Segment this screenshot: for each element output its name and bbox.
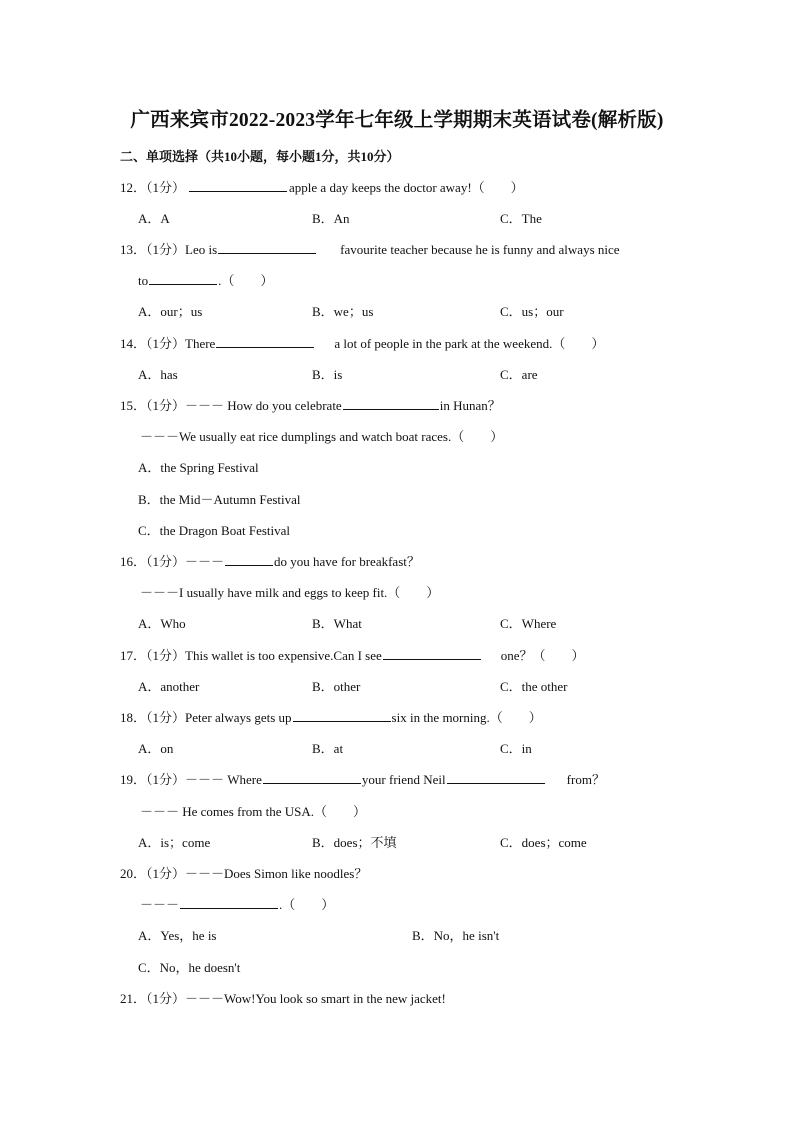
question-19-answer: －－－ He comes from the USA.（ ） <box>140 804 367 819</box>
option-a: A．A <box>138 211 170 226</box>
answer-blank <box>218 241 316 254</box>
option-a: A．on <box>138 741 174 756</box>
question-16: 16．（1分）－－－ do you have for breakfast？ <box>120 554 420 569</box>
option-a: A．has <box>138 367 178 382</box>
question-17: 17．（1分）This wallet is too expensive.Can I see one？（ ） <box>120 648 585 663</box>
question-18: 18．（1分）Peter always gets up six in the morning.（ ） <box>120 710 542 725</box>
option-b: B．at <box>312 741 344 756</box>
option-a: A．Who <box>138 616 186 631</box>
answer-blank <box>189 179 287 192</box>
question-15: 15．（1分）－－－ How do you celebrate in Hunan？ <box>120 398 501 413</box>
question-20: 20．（1分）－－－Does Simon like noodles？ <box>120 866 368 881</box>
option-c: C．The <box>500 211 542 226</box>
question-15-answer: －－－We usually eat rice dumplings and watch boat races.（ ） <box>140 429 504 444</box>
option-b: B．An <box>312 211 350 226</box>
answer-blank <box>383 647 481 660</box>
answer-blank <box>447 771 545 784</box>
question-20-answer: －－－ .（ ） <box>140 897 335 912</box>
question-16-answer: －－－I usually have milk and eggs to keep fit.（ ） <box>140 585 440 600</box>
option-a: A．another <box>138 679 200 694</box>
option-b: B．we；us <box>312 304 374 319</box>
option-c: C．the other <box>500 679 568 694</box>
option-c: C．are <box>500 367 538 382</box>
question-13: 13．（1分）Leo is favourite teacher because he is funny and always nice <box>120 242 620 257</box>
answer-blank <box>180 896 278 909</box>
page-title: 广西来宾市2022-2023学年七年级上学期期末英语试卷(解析版) <box>130 110 664 131</box>
option-c: C．us；our <box>500 304 564 319</box>
option-a: A．our；us <box>138 304 203 319</box>
option-b: B．other <box>312 679 361 694</box>
option-c: C．No，he doesn't <box>138 960 241 975</box>
question-14: 14．（1分）There a lot of people in the park at the weekend.（ ） <box>120 336 605 351</box>
answer-blank <box>343 397 439 410</box>
option-c: C．the Dragon Boat Festival <box>138 523 291 538</box>
question-19: 19．（1分）－－－ Where your friend Neil from？ <box>120 772 605 787</box>
option-c: C．in <box>500 741 532 756</box>
option-b: B．is <box>312 367 343 382</box>
answer-blank <box>149 272 217 285</box>
answer-blank <box>216 335 314 348</box>
option-b: B．does；不填 <box>312 835 397 850</box>
question-13-continued: to .（ ） <box>138 273 274 288</box>
section-heading: 二、单项选择（共10小题，每小题1分，共10分） <box>120 149 400 164</box>
answer-blank <box>263 771 361 784</box>
answer-blank <box>225 553 273 566</box>
option-b: B．What <box>312 616 362 631</box>
option-c: C．does；come <box>500 835 587 850</box>
question-12: 12．（1分） apple a day keeps the doctor away!（ ） <box>120 180 524 195</box>
question-21: 21．（1分）－－－Wow!You look so smart in the new jacket! <box>120 991 446 1006</box>
option-c: C．Where <box>500 616 557 631</box>
option-a: A．is；come <box>138 835 211 850</box>
option-b: B．the Mid－Autumn Festival <box>138 492 301 507</box>
option-a: A．Yes，he is <box>138 928 217 943</box>
answer-blank <box>293 709 391 722</box>
option-b: B．No，he isn't <box>412 928 500 943</box>
option-a: A．the Spring Festival <box>138 460 259 475</box>
